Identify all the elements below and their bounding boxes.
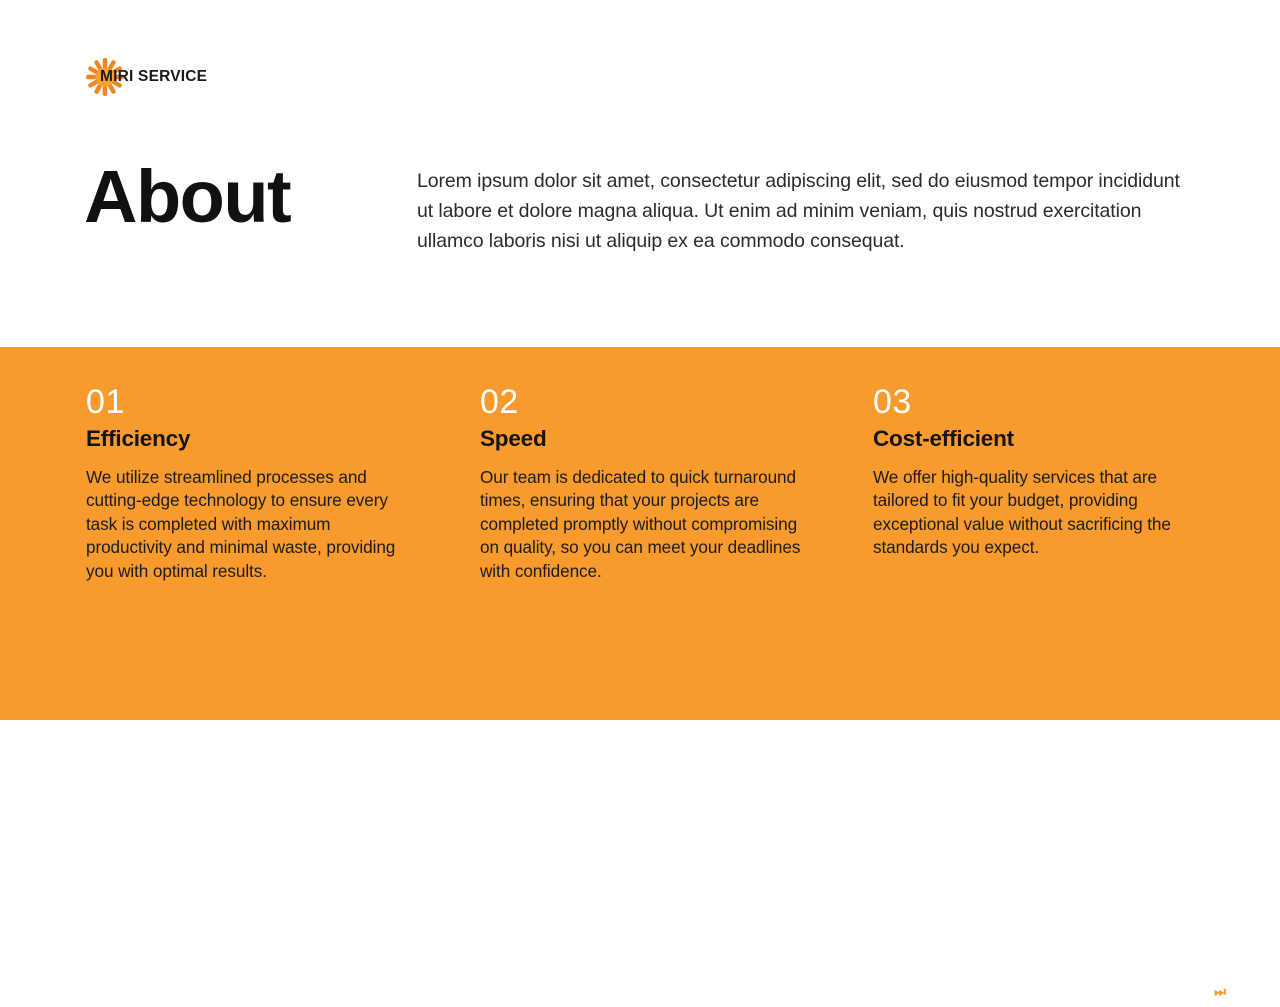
- feature-list: [0, 347, 1280, 720]
- skip-forward-icon[interactable]: [1204, 976, 1235, 1007]
- feature-card-efficiency: [86, 385, 426, 583]
- feature-title: Cost-efficient: [873, 425, 1014, 451]
- feature-title: Efficiency: [86, 425, 191, 451]
- feature-body: Our team is dedicated to quick turnaround times, ensuring that your projects are completed promptly without compromising on quality, so you can meet your deadlines with confidence.: [480, 466, 801, 581]
- brand-name: MIRI SERVICE: [100, 68, 208, 85]
- feature-title: Speed: [480, 425, 547, 451]
- next-glyph: ⏭: [1214, 984, 1225, 999]
- brand-logo[interactable]: [86, 58, 208, 96]
- feature-body: We utilize streamlined processes and cutting-edge technology to ensure every task is completed with maximum productivity and minimal waste, providing you with optimal results.: [86, 466, 396, 581]
- feature-number: 02: [480, 383, 519, 421]
- feature-number: 03: [873, 383, 912, 421]
- intro-section: [0, 0, 1280, 347]
- intro-paragraph: Lorem ipsum dolor sit amet, consectetur adipiscing elit, sed do eiusmod tempor incididunt ut labore et dolore magna aliqua. Ut enim ad minim veniam, quis nostrud exercitation ullamco laboris nisi ut aliquip ex ea commodo consequat.: [417, 170, 1180, 252]
- feature-card-cost-efficient: [873, 385, 1213, 560]
- feature-card-speed: [480, 385, 820, 583]
- feature-number: 01: [86, 383, 125, 421]
- features-section: [0, 347, 1280, 999]
- feature-body: We offer high-quality services that are tailored to fit your budget, providing exceptional value without sacrificing the standards you expect.: [873, 466, 1171, 558]
- page-title: About: [84, 155, 291, 238]
